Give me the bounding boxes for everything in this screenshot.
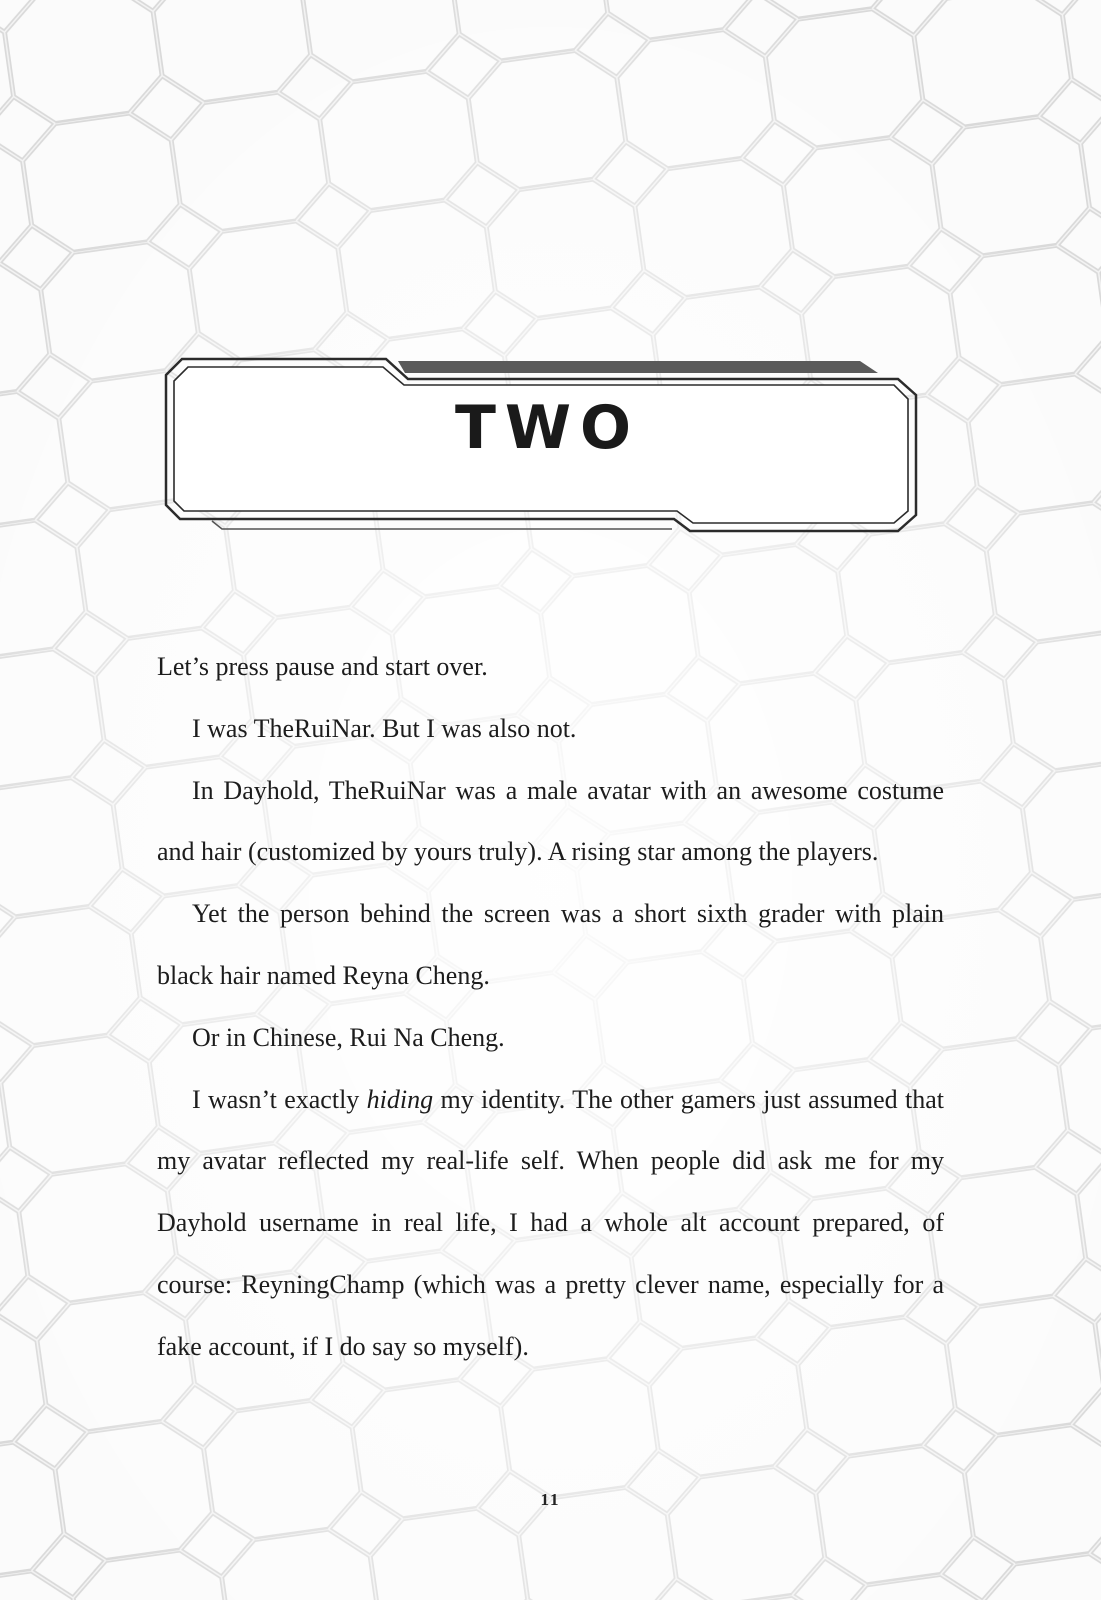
paragraph: Or in Chinese, Rui Na Cheng. (192, 1022, 505, 1052)
paragraph: I was TheRuiNar. But I was also not. (192, 713, 577, 743)
paragraph: Yet the person behind the screen was a short sixth grader with plain black hair named Reyna Cheng. (157, 899, 944, 990)
chapter-body-text (157, 636, 944, 1378)
paragraph: Let’s press pause and start over. (157, 652, 488, 681)
page-number: 11 (540, 1490, 561, 1509)
paragraph (157, 1069, 944, 1378)
paragraph-text: I wasn’t exactly (192, 1084, 367, 1114)
paragraph-text: my identity. The other gamers just assumed that my avatar reflected my real-life self. When people did ask me for my Dayhold username in real life, I had a whole alt account prepared, of course: ReyningChamp (which was a pretty clever name, especially for a fake account, if I do say so myself). (157, 1084, 944, 1361)
emphasized-word: hiding (366, 1084, 434, 1114)
paragraph: In Dayhold, TheRuiNar was a male avatar with an awesome costume and hair (customized by yours truly). A rising star among the players. (157, 775, 944, 867)
chapter-title: TWO (454, 393, 641, 463)
